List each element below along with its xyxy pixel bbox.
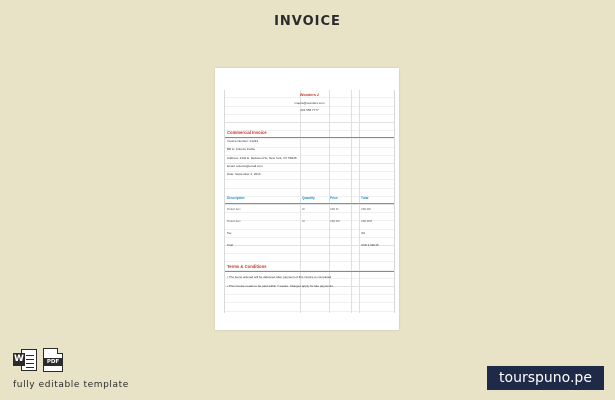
format-icons — [13, 348, 63, 372]
pdf-icon — [43, 348, 63, 372]
editable-caption: fully editable template — [13, 380, 129, 390]
term-item: • The items ordered will be delivered after payment of this invoice is completed. — [227, 275, 333, 279]
brand-badge[interactable]: tourspuno.pe — [487, 366, 604, 390]
column-total: Total — [361, 196, 369, 200]
word-icon-label: W — [14, 354, 24, 364]
tax-label: Tax — [227, 231, 232, 235]
grid-line — [359, 90, 360, 313]
tax-value: 4% — [361, 231, 366, 235]
table-header-divider — [225, 203, 394, 204]
column-price: Price — [330, 196, 338, 200]
row-description: Product Item — [227, 220, 241, 223]
invoice-preview — [215, 68, 399, 330]
term-item: • This invoice needs to be paid within 7 weeks. Charges apply for late payments. — [227, 284, 334, 288]
row-description: Product Item — [227, 208, 241, 211]
pdf-icon-label: PDF — [43, 358, 63, 366]
row-total: USD 2450 — [361, 220, 373, 223]
email-line: Email: antonio@email.com — [227, 164, 263, 168]
grid-line — [351, 90, 352, 313]
company-phone: 222 555 7777 — [300, 108, 319, 112]
column-quantity: Quantity — [302, 196, 315, 200]
column-description: Description — [227, 196, 245, 200]
address: Address: 2344 E, Redwood St, New York, NY 58348 — [227, 156, 297, 160]
commercial-invoice-heading: Commercial Invoice — [227, 130, 267, 135]
invoice-number: Invoice Number: 01234 — [227, 139, 259, 143]
terms-heading: Terms & Conditions — [227, 264, 267, 269]
invoice-sheet — [224, 90, 395, 313]
word-icon — [13, 348, 37, 372]
total-value: USD 3,428.25 — [361, 243, 379, 247]
row-quantity: 20 — [302, 208, 305, 211]
section-divider — [225, 137, 394, 138]
bill-to: Bill to: Antonio Inoble — [227, 147, 256, 151]
row-total: USD 400 — [361, 208, 371, 211]
invoice-date: Date: September 2, 2016 — [227, 172, 261, 176]
grid-line — [329, 90, 330, 313]
row-price: USD 20 — [330, 208, 339, 211]
row-quantity: 10 — [302, 220, 305, 223]
section-divider — [225, 271, 394, 272]
grid-line — [300, 90, 301, 313]
total-label: Total — [227, 243, 233, 247]
row-price: USD 245 — [330, 220, 340, 223]
company-name: Wonders 2 — [299, 93, 320, 97]
company-email: inquire@wonders.com — [294, 101, 325, 105]
page-title: INVOICE — [274, 14, 341, 29]
